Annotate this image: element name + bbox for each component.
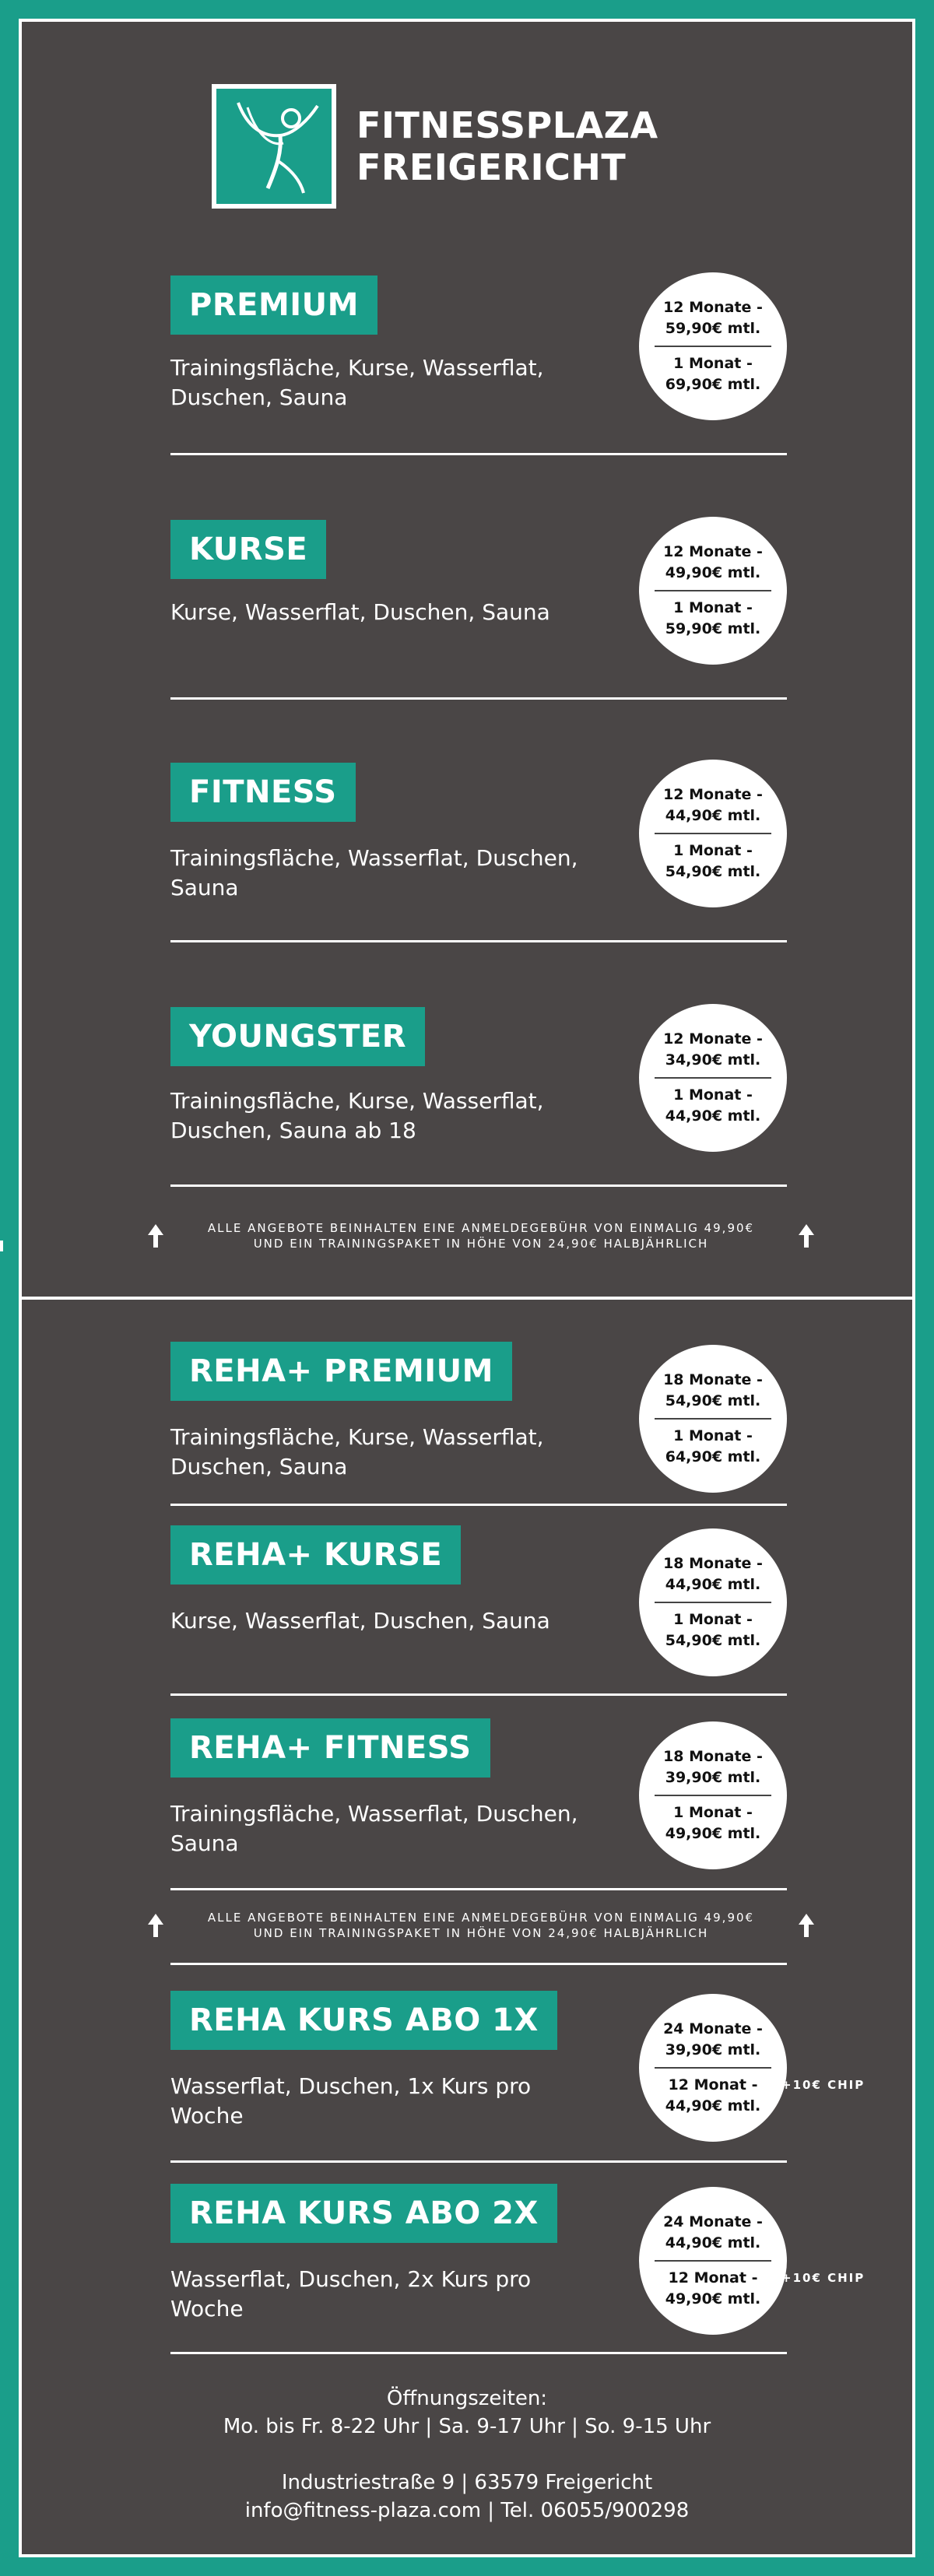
price-monthly: 12 Monat - 49,90€ mtl. <box>665 2269 761 2308</box>
price-circle <box>639 1721 787 1869</box>
separator-line <box>170 2352 787 2354</box>
plan-title: PREMIUM <box>170 275 377 335</box>
price-long-term: 18 Monate - 44,90€ mtl. <box>663 1555 763 1593</box>
fee-notice-line1: ALLE ANGEBOTE BEINHALTEN EINE ANMELDEGEBÜHR VON EINMALIG 49,90€ <box>207 1221 755 1235</box>
price-long-term: 12 Monate - 34,90€ mtl. <box>663 1030 763 1069</box>
plan-youngster <box>170 1007 787 1143</box>
arrow-up-icon <box>146 1223 165 1249</box>
chip-surcharge: +10€ CHIP <box>781 2271 866 2285</box>
fee-notice <box>146 1910 816 1941</box>
opening-hours: Mo. bis Fr. 8-22 Uhr | Sa. 9-17 Uhr | So. 9-15 Uhr <box>223 2415 711 2438</box>
plan-title: FITNESS <box>170 763 356 822</box>
footer-info <box>22 2385 912 2525</box>
price-circle <box>639 517 787 665</box>
separator-line <box>170 1184 787 1187</box>
price-circle <box>639 1528 787 1676</box>
separator-line <box>170 2160 787 2163</box>
plan-premium <box>170 275 787 410</box>
plan-title: YOUNGSTER <box>170 1007 425 1066</box>
arrow-up-icon <box>146 1912 165 1939</box>
plan-description: Kurse, Wasserflat, Duschen, Sauna <box>170 599 550 625</box>
membership-panel-reha <box>19 1297 915 2557</box>
price-circle <box>639 1004 787 1152</box>
plan-description: Trainingsfläche, Kurse, Wasserflat, Duschen, Sauna ab 18 <box>170 1088 544 1143</box>
price-monthly: 1 Monat - 69,90€ mtl. <box>665 355 761 393</box>
price-divider <box>655 1077 771 1079</box>
price-monthly: 1 Monat - 54,90€ mtl. <box>665 1611 761 1649</box>
brand-logo <box>212 84 658 209</box>
edge-marker <box>0 1241 3 1251</box>
separator-line <box>170 940 787 942</box>
price-monthly: 1 Monat - 49,90€ mtl. <box>665 1804 761 1842</box>
separator-line <box>170 453 787 455</box>
brand-name-line2: FREIGERICHT <box>356 146 627 188</box>
fee-notice-line1: ALLE ANGEBOTE BEINHALTEN EINE ANMELDEGEBÜHR VON EINMALIG 49,90€ <box>207 1911 755 1925</box>
price-long-term: 12 Monate - 49,90€ mtl. <box>663 543 763 581</box>
price-divider <box>655 346 771 347</box>
contact-info[interactable]: info@fitness-plaza.com | Tel. 06055/900298 <box>244 2499 690 2522</box>
separator-line <box>170 697 787 700</box>
fee-notice-line2: UND EIN TRAININGSPAKET IN HÖHE VON 24,90€ HALBJÄHRLICH <box>253 1926 709 1940</box>
brand-name-line1: FITNESSPLAZA <box>356 104 658 146</box>
price-long-term: 24 Monate - 44,90€ mtl. <box>663 2213 763 2251</box>
chip-surcharge: +10€ CHIP <box>781 2078 866 2092</box>
plan-reha-premium <box>170 1342 787 1479</box>
price-long-term: 12 Monate - 59,90€ mtl. <box>663 299 763 337</box>
separator-line <box>170 1963 787 1965</box>
price-monthly: 1 Monat - 54,90€ mtl. <box>665 842 761 880</box>
plan-description: Trainingsfläche, Wasserflat, Duschen, Sauna <box>170 845 578 900</box>
price-divider <box>655 1418 771 1420</box>
brand-name <box>356 104 658 188</box>
price-circle <box>639 760 787 907</box>
price-divider <box>655 1795 771 1796</box>
price-long-term: 18 Monate - 54,90€ mtl. <box>663 1371 763 1409</box>
price-divider <box>655 1602 771 1603</box>
plan-description: Trainingsfläche, Wasserflat, Duschen, Sauna <box>170 1801 578 1856</box>
membership-panel-standard <box>19 19 915 1300</box>
dancing-figure-logo-icon <box>212 84 336 209</box>
price-circle <box>639 1345 787 1493</box>
price-long-term: 12 Monate - 44,90€ mtl. <box>663 786 763 824</box>
price-divider <box>655 590 771 591</box>
arrow-up-icon <box>797 1912 816 1939</box>
arrow-up-icon <box>797 1223 816 1249</box>
price-monthly: 1 Monat - 64,90€ mtl. <box>665 1427 761 1465</box>
address: Industriestraße 9 | 63579 Freigericht <box>281 2471 653 2494</box>
price-monthly: 12 Monat - 44,90€ mtl. <box>665 2076 761 2114</box>
plan-description: Wasserflat, Duschen, 1x Kurs pro Woche <box>170 2073 532 2129</box>
plan-fitness <box>170 763 787 900</box>
price-long-term: 18 Monate - 39,90€ mtl. <box>663 1748 763 1786</box>
price-divider <box>655 2260 771 2262</box>
price-long-term: 24 Monate - 39,90€ mtl. <box>663 2020 763 2058</box>
plan-description: Kurse, Wasserflat, Duschen, Sauna <box>170 1608 550 1634</box>
price-monthly: 1 Monat - 44,90€ mtl. <box>665 1086 761 1125</box>
plan-reha-fitness <box>170 1718 787 1856</box>
plan-description: Trainingsfläche, Kurse, Wasserflat, Duschen, Sauna <box>170 1424 544 1479</box>
fee-notice-text <box>165 1220 797 1251</box>
plan-reha-kurse <box>170 1525 787 1649</box>
plan-title: REHA+ FITNESS <box>170 1718 490 1778</box>
plan-title: REHA+ KURSE <box>170 1525 461 1585</box>
fee-notice-line2: UND EIN TRAININGSPAKET IN HÖHE VON 24,90€ HALBJÄHRLICH <box>253 1237 709 1251</box>
plan-title: KURSE <box>170 520 326 579</box>
footer-spacer <box>22 2441 912 2469</box>
plan-reha-kurs-abo-1x <box>170 1991 787 2129</box>
plan-reha-kurs-abo-2x <box>170 2184 787 2322</box>
price-monthly: 1 Monat - 59,90€ mtl. <box>665 599 761 637</box>
price-circle <box>639 2187 787 2335</box>
plan-title: REHA+ PREMIUM <box>170 1342 512 1401</box>
fee-notice <box>146 1220 816 1251</box>
price-divider <box>655 2067 771 2069</box>
plan-title: REHA KURS ABO 1X <box>170 1991 557 2050</box>
plan-title: REHA KURS ABO 2X <box>170 2184 557 2243</box>
separator-line <box>170 1888 787 1890</box>
separator-line <box>170 1504 787 1506</box>
opening-hours-label: Öffnungszeiten: <box>386 2387 548 2410</box>
plan-description: Wasserflat, Duschen, 2x Kurs pro Woche <box>170 2266 532 2322</box>
plan-description: Trainingsfläche, Kurse, Wasserflat, Duschen, Sauna <box>170 355 544 410</box>
price-divider <box>655 833 771 834</box>
price-circle <box>639 272 787 420</box>
price-circle <box>639 1994 787 2142</box>
plan-kurse <box>170 520 787 637</box>
fee-notice-text <box>165 1910 797 1941</box>
separator-line <box>170 1693 787 1696</box>
